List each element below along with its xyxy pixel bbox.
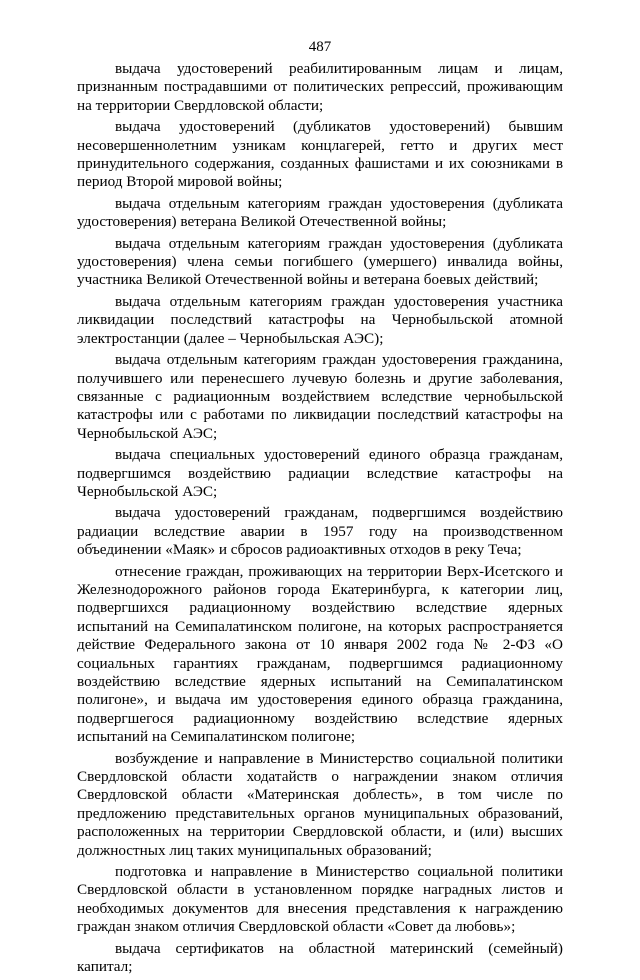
- paragraph-semipalatinsk-tests: отнесение граждан, проживающих на территории Верх-Исетского и Железнодорожного районов города Екатеринбурга, к категории лиц, подвергшихся радиационному воздействию вследствие ядерных испытаний на Семипалатинском полигоне, на которых распространяется действие Федерального закона от 10 января 2002 года № 2-ФЗ «О социальных гарантиях гражданам, подвергшимся радиационному воздействию вследствие ядерных испытаний на Семипалатинском полигоне», и выдача им удостоверения единого образца гражданина, подвергшегося радиационному воздействию вследствие ядерных испытаний на Семипалатинском полигоне;: [77, 562, 563, 746]
- paragraph-sovet-da-lyubov-award: подготовка и направление в Министерство социальной политики Свердловской области в установленном порядке наградных листов и необходимых документов для внесения представления к награждению граждан знаком отличия Свердловской области «Совет да любовь»;: [77, 863, 563, 936]
- paragraph-rehabilitated-certificates: выдача удостоверений реабилитированным лицам и лицам, признанным пострадавшими от политических репрессий, проживающим на территории Свердловской области;: [77, 60, 563, 114]
- paragraph-chernobyl-special-certificates: выдача специальных удостоверений единого образца гражданам, подвергшимся воздействию радиации вследствие катастрофы на Чернобыльской АЭС;: [77, 446, 563, 500]
- paragraph-mayak-accident: выдача удостоверений гражданам, подвергшимся воздействию радиации вследствие аварии в 1957 году на производственном объединении «Маяк» и сбросов радиоактивных отходов в реку Теча;: [77, 504, 563, 559]
- document-body: [77, 60, 563, 980]
- paragraph-family-member-certificate: выдача отдельным категориям граждан удостоверения (дубликата удостоверения) члена семьи погибшего (умершего) инвалида войны, участника Великой Отечественной войны и ветерана боевых действий;: [77, 234, 563, 289]
- paragraph-wwii-veteran-certificate: выдача отдельным категориям граждан удостоверения (дубликата удостоверения) ветерана Великой Отечественной войны;: [77, 194, 563, 231]
- paragraph-radiation-sickness: выдача отдельным категориям граждан удостоверения гражданина, получившего или перенесшего лучевую болезнь и другие заболевания, связанные с радиационным воздействием вследствие чернобыльской катастрофы или с работами по ликвидации последствий катастрофы на Чернобыльской АЭС;: [77, 351, 563, 442]
- paragraph-maternal-valor-award: возбуждение и направление в Министерство социальной политики Свердловской области ходатайств о награждении знаком отличия Свердловской области «Материнская доблесть», в том числе по предложению представительных органов муниципальных образований, расположенных на территории Свердловской области, и (или) высших должностных лиц таких муниципальных образований;: [77, 749, 563, 859]
- page-number: 487: [308, 39, 332, 55]
- paragraph-concentration-camp-prisoners: выдача удостоверений (дубликатов удостоверений) бывшим несовершеннолетним узникам концлагерей, гетто и других мест принудительного содержания, созданных фашистами и их союзниками в период Второй мировой войны;: [77, 118, 563, 191]
- paragraph-chernobyl-liquidator: выдача отдельным категориям граждан удостоверения участника ликвидации последствий катастрофы на Чернобыльской атомной электростанции (далее – Чернобыльская АЭС);: [77, 292, 563, 347]
- paragraph-maternity-capital: выдача сертификатов на областной материнский (семейный) капитал;: [77, 939, 563, 976]
